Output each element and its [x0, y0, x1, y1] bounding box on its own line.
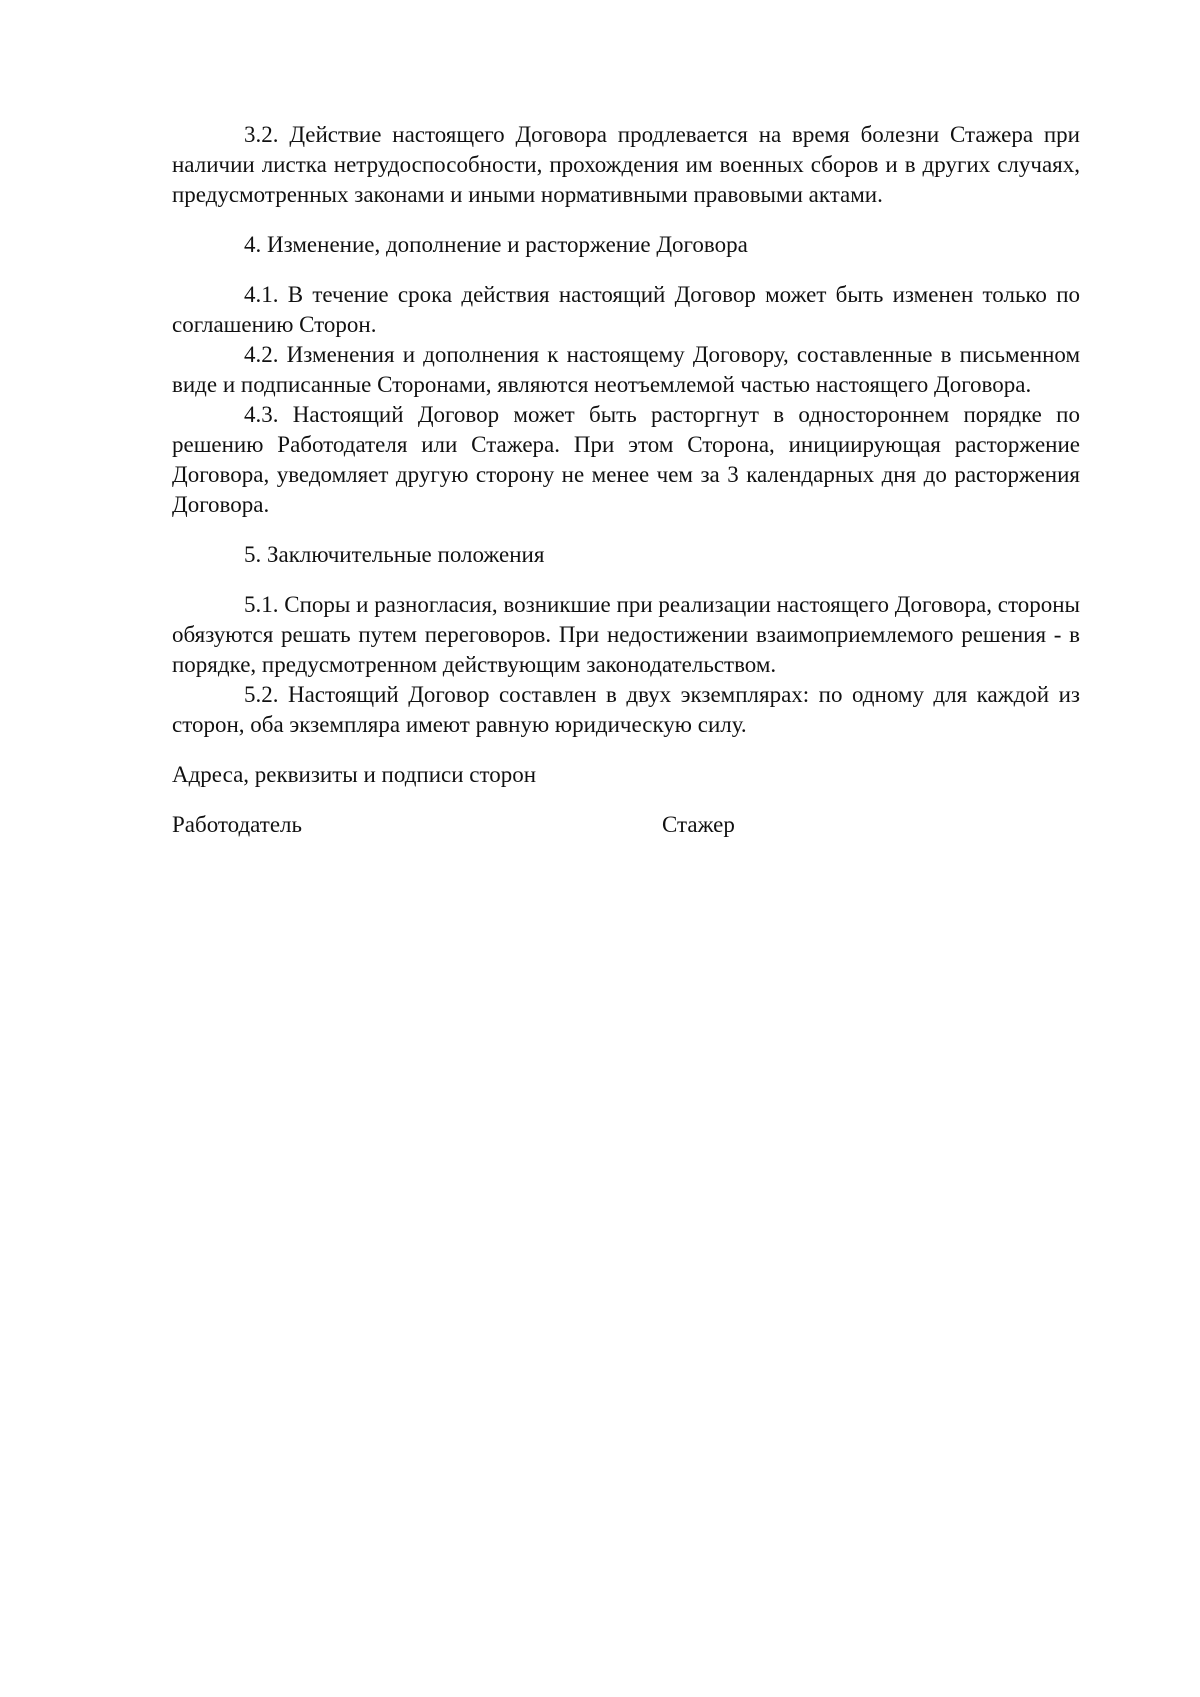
signature-block: [172, 810, 1080, 840]
clause-4-3: 4.3. Настоящий Договор может быть расторгнут в одностороннем порядке по решению Работодателя или Стажера. При этом Сторона, инициирующая расторжение Договора, уведомляет другую сторону не менее чем за 3 календарных дня до расторжения Договора.: [172, 402, 1080, 517]
clause-5-2: 5.2. Настоящий Договор составлен в двух экземплярах: по одному для каждой из сторон, оба экземпляра имеют равную юридическую силу.: [172, 682, 1080, 737]
spacer: [172, 210, 1080, 230]
employer-label: Работодатель: [172, 812, 303, 837]
spacer: [172, 740, 1080, 760]
section-5-heading: 5. Заключительные положения: [244, 542, 545, 567]
clause-3-2: 3.2. Действие настоящего Договора продлевается на время болезни Стажера при наличии листка нетрудоспособности, прохождения им военных сборов и в других случаях, предусмотренных законами и иными нормативными правовыми актами.: [172, 122, 1080, 207]
trainee-label: Стажер: [662, 812, 735, 837]
document-body: [172, 120, 1080, 840]
section-4-heading: 4. Изменение, дополнение и расторжение Договора: [244, 232, 748, 257]
clause-5-1: 5.1. Споры и разногласия, возникшие при реализации настоящего Договора, стороны обязуются решать путем переговоров. При недостижении взаимоприемлемого решения - в порядке, предусмотренном действующим законодательством.: [172, 592, 1080, 677]
spacer: [172, 790, 1080, 810]
clause-4-1: 4.1. В течение срока действия настоящий Договор может быть изменен только по соглашению Сторон.: [172, 282, 1080, 337]
spacer: [172, 520, 1080, 540]
addresses-heading: Адреса, реквизиты и подписи сторон: [172, 762, 537, 787]
spacer: [172, 260, 1080, 280]
clause-4-2: 4.2. Изменения и дополнения к настоящему Договору, составленные в письменном виде и подписанные Сторонами, являются неотъемлемой частью настоящего Договора.: [172, 342, 1080, 397]
spacer: [172, 570, 1080, 590]
